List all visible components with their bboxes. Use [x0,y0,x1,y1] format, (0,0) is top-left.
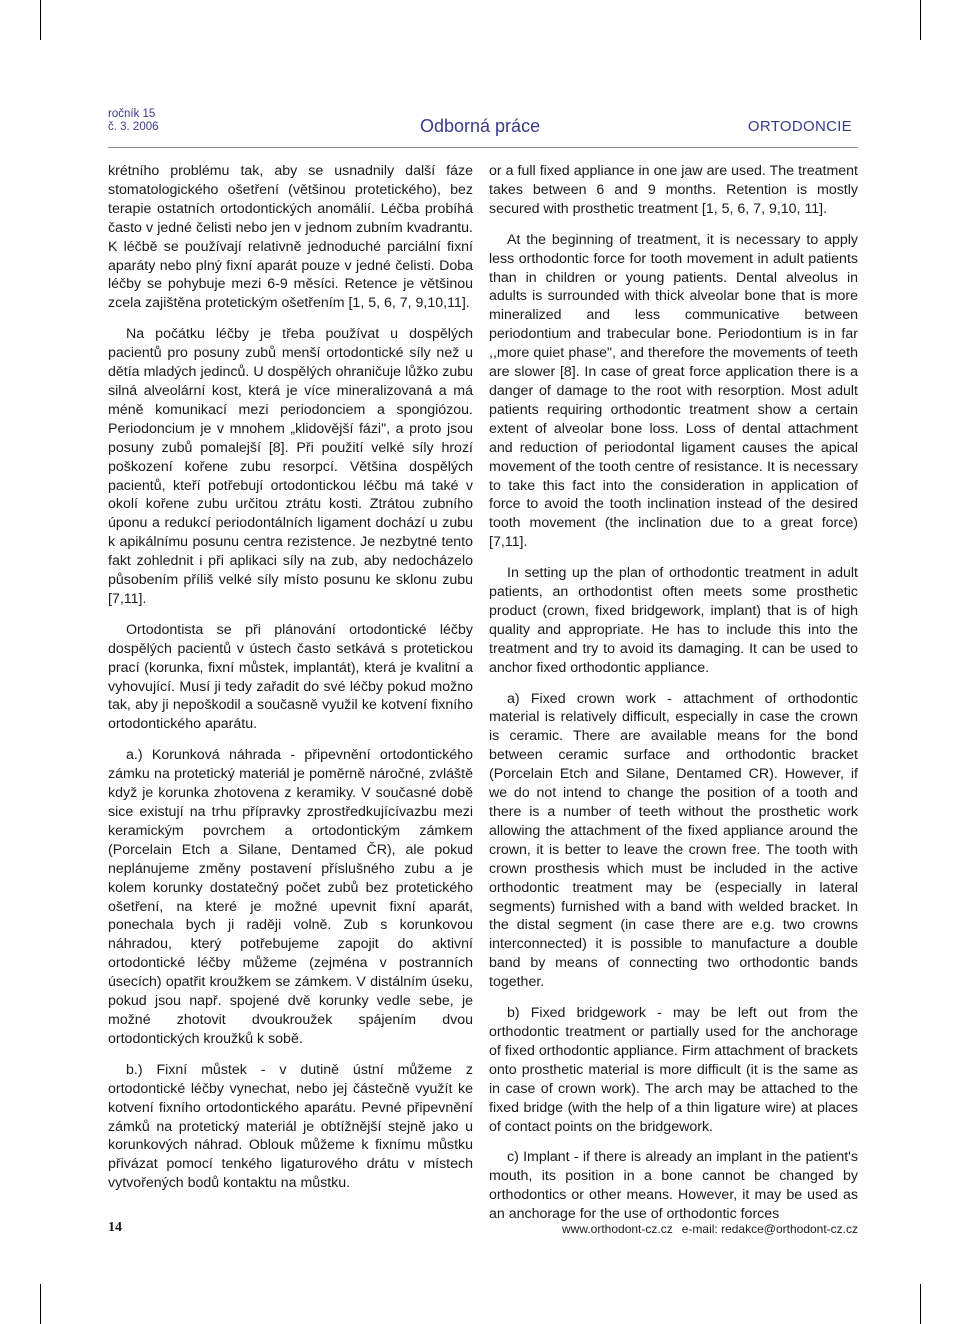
paragraph: Ortodontista se při plánování ortodontické léčby dospělých pacientů v ústech často setkává s protetickou prací (korunka, fixní můstek, implantát), která je kvalitní a vyhovující. Musí ji tedy zařadit do své léčby pokud možno tak, aby ji nepoškodil a současně využil ke kotvení fixního ortodontického aparátu. [108,621,473,733]
website-link[interactable]: www.orthodont-cz.cz [562,1222,673,1236]
issue-label: č. 3. 2006 [108,121,159,133]
paragraph: a.) Korunková náhrada - připevnění ortodontického zámku na protetický materiál je poměrně náročné, zvláště když je korunka zhotovena z keramiky. V současné době sice existují na trhu přípravky zprostředkujícívazbu mezi keramickým povrchem a ortodontickým zámkem (Porcelain Etch a Silane, Dentamed ČR), ale pokud neplánujeme změny postavení příslušného zubu a je kolem korunky dostatečný počet zubů bez protetického ošetření, na které je možné upevnit fixní aparát, ponechala bych ji raději volně. Zub s korunkovou náhradou, který potřebujeme zapojit do aktivní ortodontické léčby můžeme (zejména v postranních úsecích) opatřit kroužkem se zámkem. V distálním úseku, pokud jsou např. spojené dvě korunky vedle sebe, je možné zhotovit dvoukroužek spájením dvou ortodontických kroužků k sobě. [108,747,473,1047]
paragraph: b.) Fixní můstek - v dutině ústní můžeme z ortodontické léčby vynechat, nebo jej částečně využít ke kotvení fixního ortodontického aparátu. Pevné připevnění zámků na protetický materiál je obtížnější stejně jako u korunkových náhrad. Oblouk můžeme k fixnímu můstku přivázat pomocí tenkého ligaturového drátu v místech vytvořených bodů kontaktu na můstku. [108,1061,473,1192]
volume-label: ročník 15 [108,108,156,120]
paragraph: or a full fixed appliance in one jaw are used. The treatment takes between 6 and 9 months. Retention is mostly secured with prosthetic treatment [1, 5, 6, 7, 9,10, 11]. [489,163,858,217]
paragraph: In setting up the plan of orthodontic treatment in adult patients, an orthodontist often meets some prosthetic product (crown, fixed bridgework, implant) that is of high quality and appropriate. He has to include this into the treatment and try to avoid its damaging. It can be used to anchor fixed orthodontic appliance. [489,565,858,676]
paragraph: c) Implant - if there is already an implant in the patient's mouth, its position in a bone cannot be changed by orthodontics or other means. However, it may be used as an anchorage for the use of orthodontic forces [489,1149,858,1223]
header-divider [108,147,858,148]
crop-mark-bottom-left [40,1284,41,1324]
paragraph: At the beginning of treatment, it is necessary to apply less orthodontic force for tooth movement in adult patients than in children or young patients. Dental alveolus in adults is surrounded with thick alveolar bone that is more mineralized and less communicative between periodontium and trabecular bone. Periodontium is in far ,,more quiet phase", and therefore the movements of teeth are slower [8]. In case of great force application there is a danger of damage to the root with resorption. Most adult patients requiring orthodontic treatment show a certain extent of alveolar bone loss. Loss of dental attachment and reduction of periodontal ligament causes the apical movement of the tooth centre of resistance. It is necessary to take this fact into the consideration in application of force to avoid the tooth inclination instead of the desired tooth movement (the inclination due to a great force) [7,11]. [489,231,858,551]
crop-mark-top-left [40,0,41,40]
czech-text-column [108,162,473,1205]
section-title: Odborná práce [420,116,541,136]
email-link[interactable]: e-mail: redakce@orthodont-cz.cz [681,1222,858,1236]
paragraph: a) Fixed crown work - attachment of orthodontic material is relatively difficult, especially in case the crown is ceramic. There are available means for the bond between ceramic surface and orthodontic bracket (Porcelain Etch and Silane, Dentamed CR). However, if we do not intend to change the position of a tooth and there is a number of teeth without the prosthetic work allowing the attachment of the fixed appliance around the crown, it is better to leave the crown free. The tooth with crown prosthesis which must be included in the active orthodontic treatment may be (especially in lateral segments) furnished with a band with welded bracket. In the distal segment (in case there are e.g. two crowns interconnected) it is possible to manufacture a double band by means of connecting two orthodontic bands together. [489,690,858,991]
paragraph: Na počátku léčby je třeba používat u dospělých pacientů pro posuny zubů menší ortodontické síly než u dětía mladých jedinců. U dospělých ohraničuje lůžko zubu silná alveolární kost, která je více mineralizovaná a má méně komunikací mezi periodonciem a spongiózou. Periodoncium je v mnohem „klidovější fázi", a proto jsou posuny zubů pomalejší [8]. Při použití velké síly hrozí poškození kořene zubu resorpcí. Většina dospělých pacientů, kteří potřebují ortodontickou léčbu má také v okolí kořene zubu určitou ztrátu kosti. Ztrátou zubního úponu a redukcí periodontálních ligament dochází u zubu k apikálnímu posunu centra rezistence. Je nezbytné tento fakt zohlednit i při aplikaci síly na zub, aby nedocházelo působením příliš velké síly místo posunu ke sklonu zubu [7,11]. [108,326,473,607]
crop-mark-bottom-right [920,1284,921,1324]
paragraph: b) Fixed bridgework - may be left out from the orthodontic treatment or partially used for the anchorage of fixed orthodontic appliance. Firm attachment of brackets onto prosthetic material is more difficult (it is the same as in case of crown work). The arch may be attached to the fixed bridge (with the help of a thin ligature wire) at places of contact points on the bridgework. [489,1005,858,1135]
issue-info [108,108,159,134]
crop-mark-top-right [920,0,921,40]
paragraph: krétního problému tak, aby se usnadnily další fáze stomatologického ošetření (většinou protetického), bez terapie ostatních ortodontických anomálií. Léčba probíhá často v jedné čelisti nebo jen v jednom zubním kvadrantu. K léčbě se používají relativně jednoduché parciální fixní aparáty nebo plný fixní aparát pouze v jedné čelisti. Doba léčby se pohybuje mezi 6-9 měsíci. Retence je většinou zcela zajištěna protetickým ošetřením [1, 5, 6, 7, 9,10,11]. [108,163,473,312]
journal-title: ORTODONCIE [747,118,852,135]
page-number: 14 [108,1220,122,1235]
english-text-column [489,162,858,1236]
